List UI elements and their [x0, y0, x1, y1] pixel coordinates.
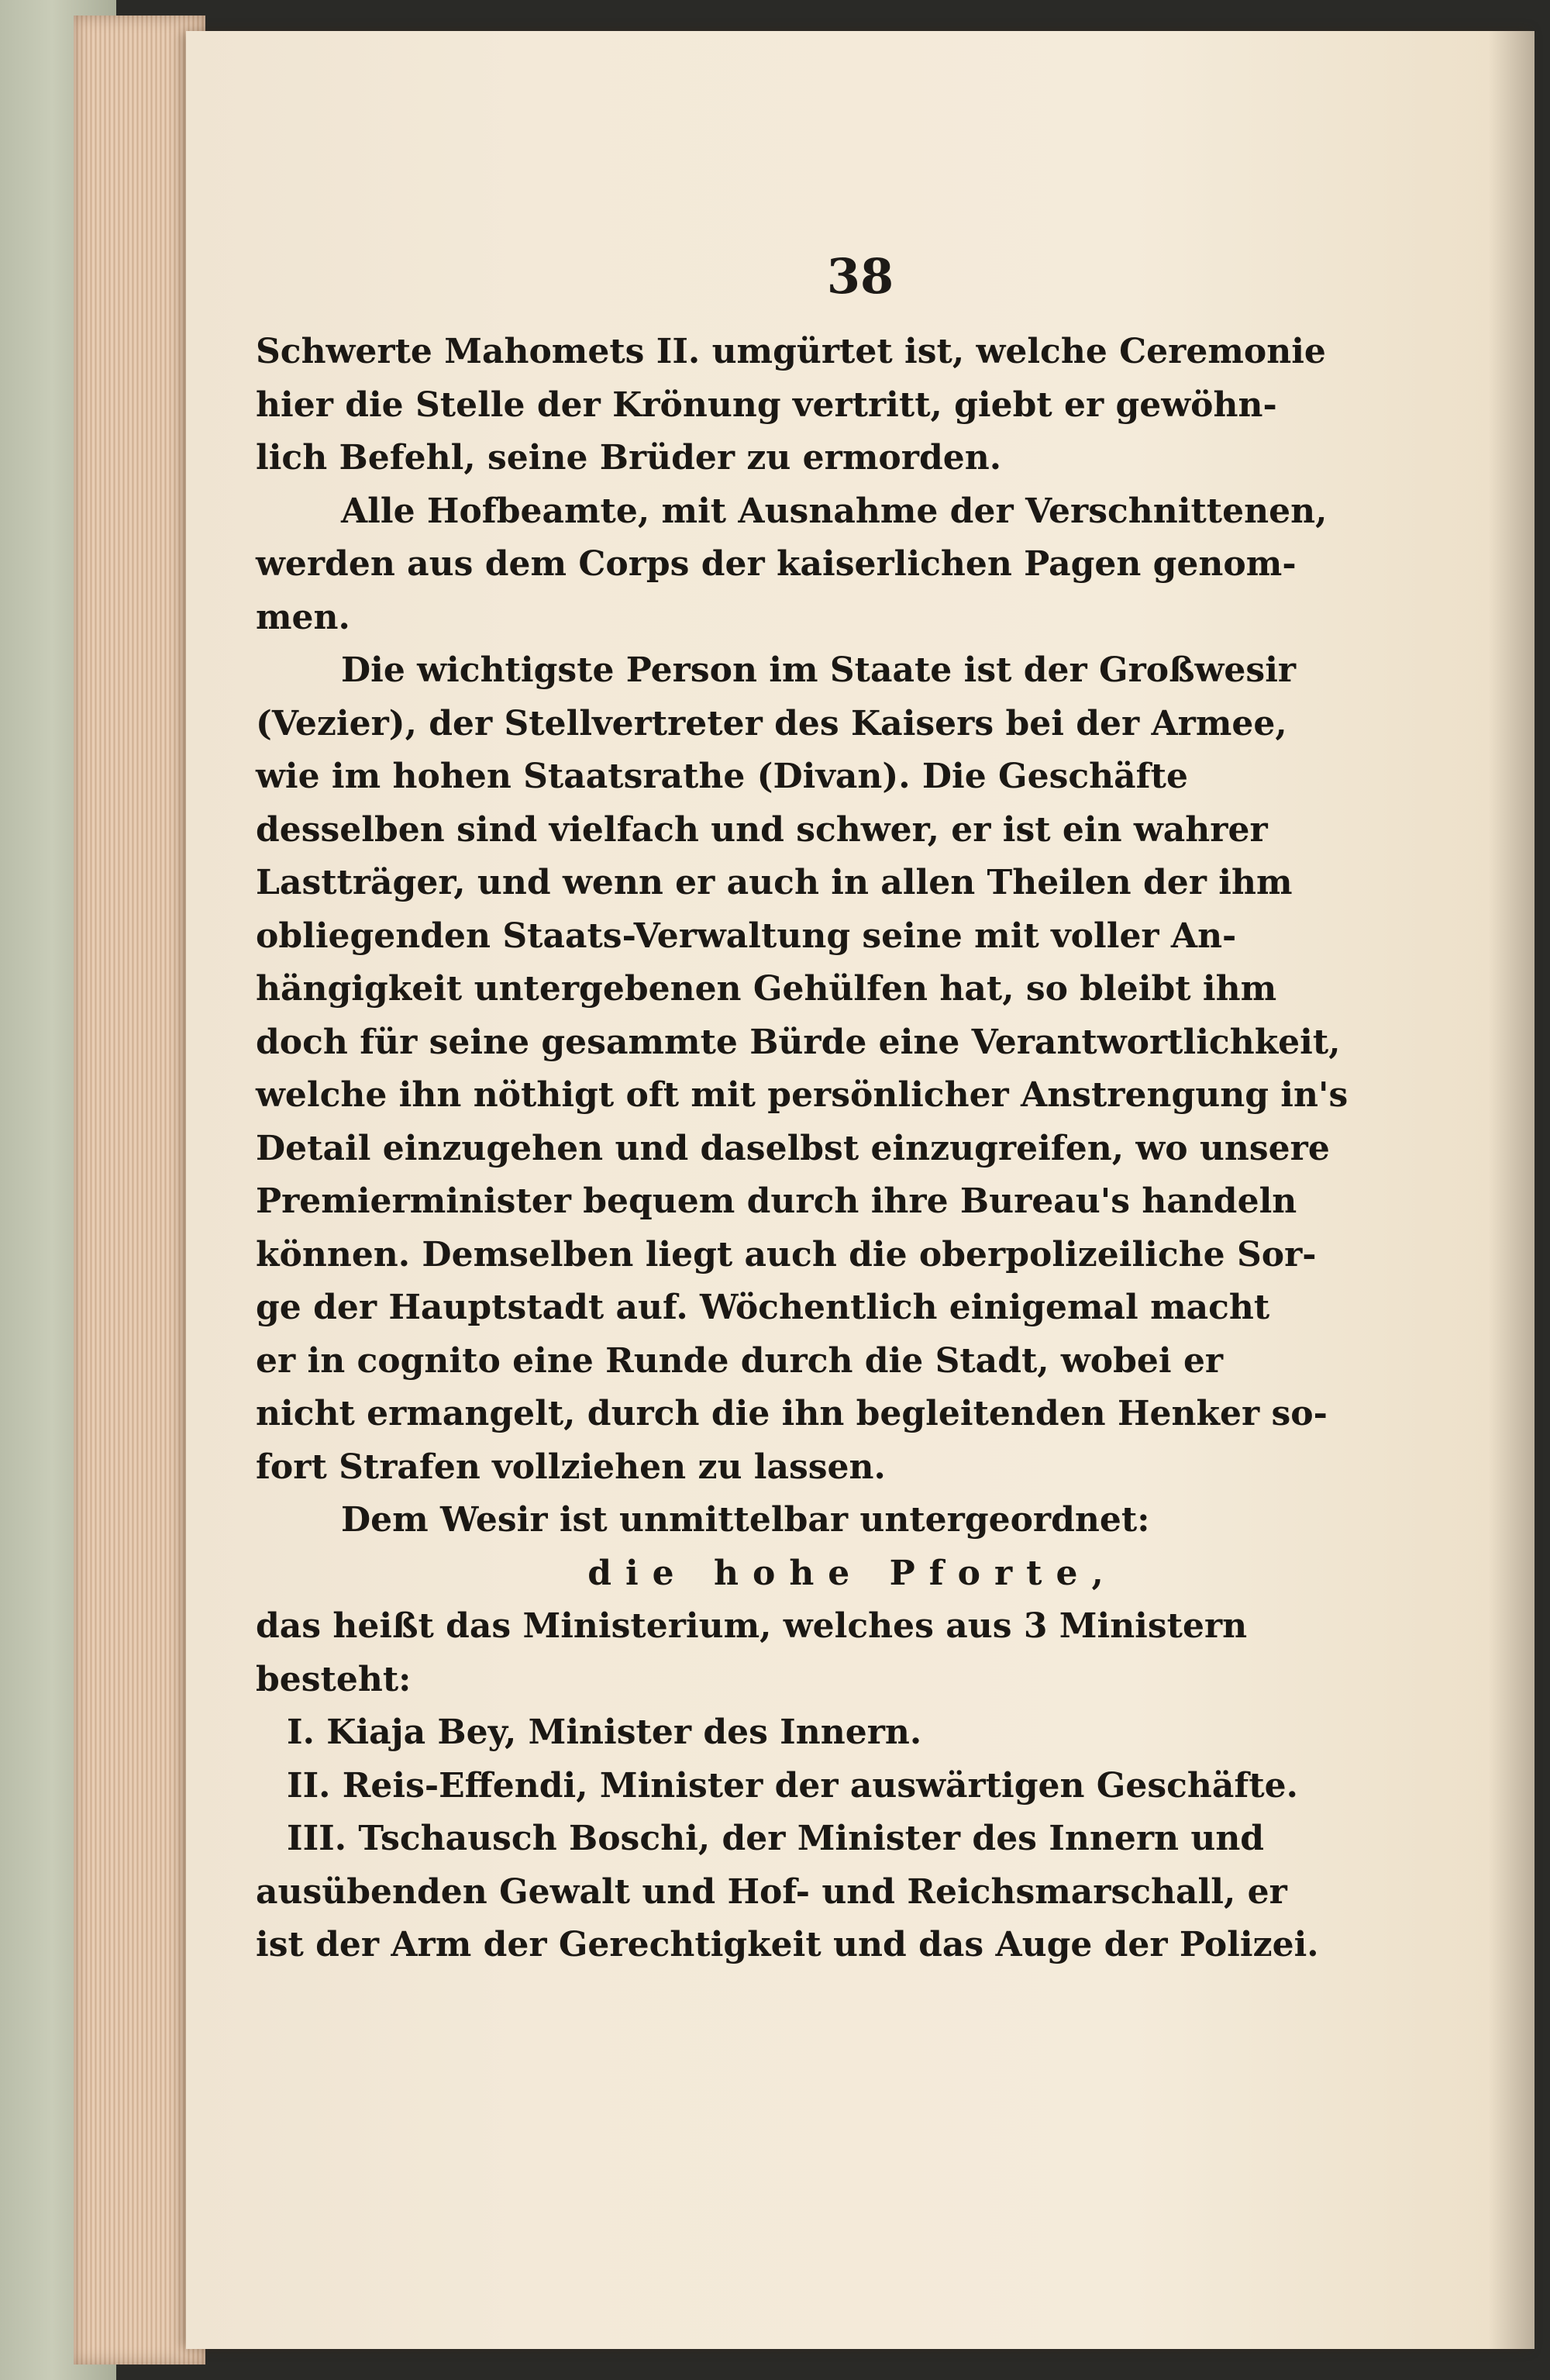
text-line: Die wichtigste Person im Staate ist der Großwesir: [341, 650, 1297, 690]
text-line: nicht ermangelt, durch die ihn begleitenden Henker so-: [256, 1394, 1328, 1433]
text-line: hier die Stelle der Krönung vertritt, giebt er gewöhn-: [256, 385, 1277, 425]
text-line: Schwerte Mahomets II. umgürtet ist, welche Ceremonie: [256, 332, 1326, 371]
text-line: Lastträger, und wenn er auch in allen Theilen der ihm: [256, 863, 1293, 902]
text-line: ge der Hauptstadt auf. Wöchentlich einigemal macht: [256, 1288, 1270, 1327]
page-number: 38: [826, 248, 894, 305]
text-line: obliegenden Staats-Verwaltung seine mit voller An-: [256, 916, 1237, 956]
text-line: fort Strafen vollziehen zu lassen.: [256, 1447, 886, 1487]
text-line: ausübenden Gewalt und Hof- und Reichsmarschall, er: [256, 1871, 1287, 1912]
text-line: (Vezier), der Stellvertreter des Kaisers bei der Armee,: [256, 703, 1287, 743]
list-item: II. Reis-Effendi, Minister der auswärtigen Geschäfte.: [287, 1765, 1298, 1806]
text-line: Dem Wesir ist unmittelbar untergeordnet:: [341, 1500, 1150, 1540]
text-line: können. Demselben liegt auch die oberpolizeiliche Sor-: [256, 1234, 1317, 1275]
text-line: men.: [256, 597, 350, 637]
text-line: doch für seine gesammte Bürde eine Verantwortlichkeit,: [256, 1022, 1341, 1062]
text-line: Premierminister bequem durch ihre Bureau's handeln: [256, 1181, 1297, 1221]
text-line: er in cognito eine Runde durch die Stadt, wobei er: [256, 1340, 1224, 1381]
text-line: Detail einzugehen und daselbst einzugreifen, wo unsere: [256, 1128, 1330, 1168]
text-line: lich Befehl, seine Brüder zu ermorden.: [256, 438, 1002, 478]
text-line: Alle Hofbeamte, mit Ausnahme der Verschnittenen,: [341, 491, 1328, 531]
list-item: III. Tschausch Boschi, der Minister des Innern und: [287, 1819, 1265, 1858]
text-line: welche ihn nöthigt oft mit persönlicher Anstrengung in's: [256, 1075, 1348, 1115]
text-line: hängigkeit untergebenen Gehülfen hat, so bleibt ihm: [256, 969, 1277, 1009]
spine-shadow: [1488, 31, 1534, 2349]
text-line: wie im hohen Staatsrathe (Divan). Die Geschäfte: [256, 757, 1188, 796]
text-line: desselben sind vielfach und schwer, er ist ein wahrer: [256, 809, 1268, 850]
text-line: werden aus dem Corps der kaiserlichen Pagen genom-: [256, 544, 1297, 584]
page-body-text: [256, 326, 1449, 1972]
text-line: das heißt das Ministerium, welches aus 3 Ministern: [256, 1606, 1248, 1646]
text-line: ist der Arm der Gerechtigkeit und das Auge der Polizei.: [256, 1925, 1319, 1964]
text-line: besteht:: [256, 1659, 412, 1699]
list-item: I. Kiaja Bey, Minister des Innern.: [287, 1713, 922, 1752]
centered-heading-line: die hohe Pforte,: [587, 1553, 1118, 1593]
